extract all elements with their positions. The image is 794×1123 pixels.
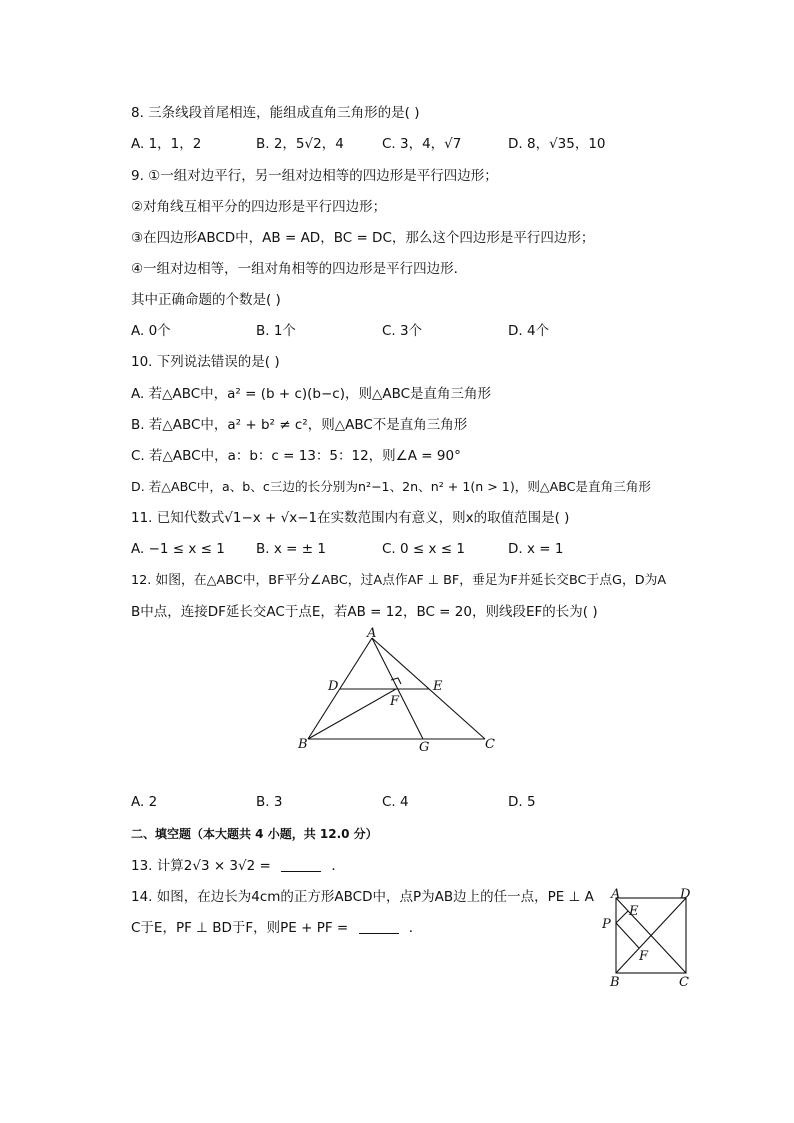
q11-option-d: D. x = 1: [508, 541, 564, 557]
sq-label-a: A: [611, 887, 621, 902]
q9-stem: 9. ①一组对边平行，另一组对边相等的四边形是平行四边形；: [131, 168, 498, 184]
label-c: C: [485, 737, 495, 752]
q10-option-c: C. 若△ABC中，a：b：c = 13：5：12，则∠A = 90°: [131, 448, 461, 464]
label-f: F: [390, 694, 400, 709]
q9-line-4: ④一组对边相等，一组对角相等的四边形是平行四边形．: [131, 261, 468, 277]
q11-option-c: C. 0 ≤ x ≤ 1: [382, 541, 465, 557]
q14-square-figure: [598, 886, 698, 990]
sq-label-e: E: [629, 904, 639, 919]
q11-option-b: B. x = ± 1: [256, 541, 326, 557]
q13-stem: 13. 计算2√3 × 3√2 =: [131, 858, 271, 874]
q14-answer-blank: [359, 933, 399, 934]
q9-option-c: C. 3个: [382, 323, 423, 339]
q14-end: ．: [408, 920, 423, 936]
q12-stem: 12. 如图，在△ABC中，BF平分∠ABC，过A点作AF ⊥ BF，垂足为F并延长交BC于点G，D为A: [131, 573, 667, 588]
q12-option-a: A. 2: [131, 794, 158, 810]
segment-pe: [616, 911, 628, 923]
q8-option-d: D. 8，√35，10: [508, 136, 606, 152]
sq-label-p: P: [602, 917, 611, 932]
segment-bf: [308, 689, 396, 739]
sq-label-d: D: [680, 887, 691, 902]
q9-option-b: B. 1个: [256, 323, 296, 339]
q14-line-2: C于E，PF ⊥ BD于F，则PE + PF =: [131, 920, 349, 936]
q8-option-c: C. 3，4，√7: [382, 136, 462, 152]
segment-pf: [616, 923, 639, 948]
sq-label-f: F: [639, 949, 649, 964]
label-g: G: [419, 740, 430, 755]
q10-option-a: A. 若△ABC中，a² = (b + c)(b−c)，则△ABC是直角三角形: [131, 386, 492, 402]
q12-line-2: B中点，连接DF延长交AC于点E，若AB = 12，BC = 20，则线段EF的长为( ): [131, 604, 598, 620]
q9-option-a: A. 0个: [131, 323, 171, 339]
label-d: D: [328, 679, 339, 694]
q13-end: ．: [331, 858, 345, 874]
q10-stem: 10. 下列说法错误的是( ): [131, 354, 280, 370]
label-e: E: [433, 679, 443, 694]
label-a: A: [367, 626, 377, 641]
q13-line: [131, 857, 345, 875]
q8-option-a: A. 1，1，2: [131, 136, 202, 152]
q8-stem: 8. 三条线段首尾相连，能组成直角三角形的是( ): [131, 105, 420, 121]
section-heading-fill-in: 二、填空题（本大题共 4 小题，共 12.0 分）: [131, 827, 378, 841]
q9-line-5: 其中正确命题的个数是( ): [131, 292, 281, 308]
q11-stem: 11. 已知代数式√1−x + √x−1在实数范围内有意义，则x的取值范围是( ): [131, 510, 570, 526]
q10-option-b: B. 若△ABC中，a² + b² ≠ c²，则△ABC不是直角三角形: [131, 417, 468, 433]
q14-line-2-row: [131, 919, 422, 937]
q9-line-3: ③在四边形ABCD中，AB = AD，BC = DC，那么这个四边形是平行四边形；: [131, 230, 595, 246]
q14-stem: 14. 如图，在边长为4cm的正方形ABCD中，点P为AB边上的任一点，PE ⊥ A: [131, 889, 594, 905]
q12-option-c: C. 4: [382, 794, 409, 810]
q12-option-d: D. 5: [508, 794, 536, 810]
q13-answer-blank: [281, 871, 321, 872]
q12-option-b: B. 3: [256, 794, 283, 810]
q8-option-b: B. 2，5√2，4: [256, 136, 344, 152]
q9-option-d: D. 4个: [508, 323, 550, 339]
sq-label-c: C: [679, 975, 689, 990]
q9-line-2: ②对角线互相平分的四边形是平行四边形；: [131, 199, 387, 215]
label-b: B: [298, 737, 308, 752]
q10-option-d: D. 若△ABC中，a、b、c三边的长分别为n²−1、2n、n² + 1(n > 1)，则△ABC是直角三角形: [131, 479, 651, 494]
sq-label-b: B: [610, 975, 620, 990]
q12-triangle-figure: [290, 624, 510, 759]
q11-option-a: A. −1 ≤ x ≤ 1: [131, 541, 225, 557]
